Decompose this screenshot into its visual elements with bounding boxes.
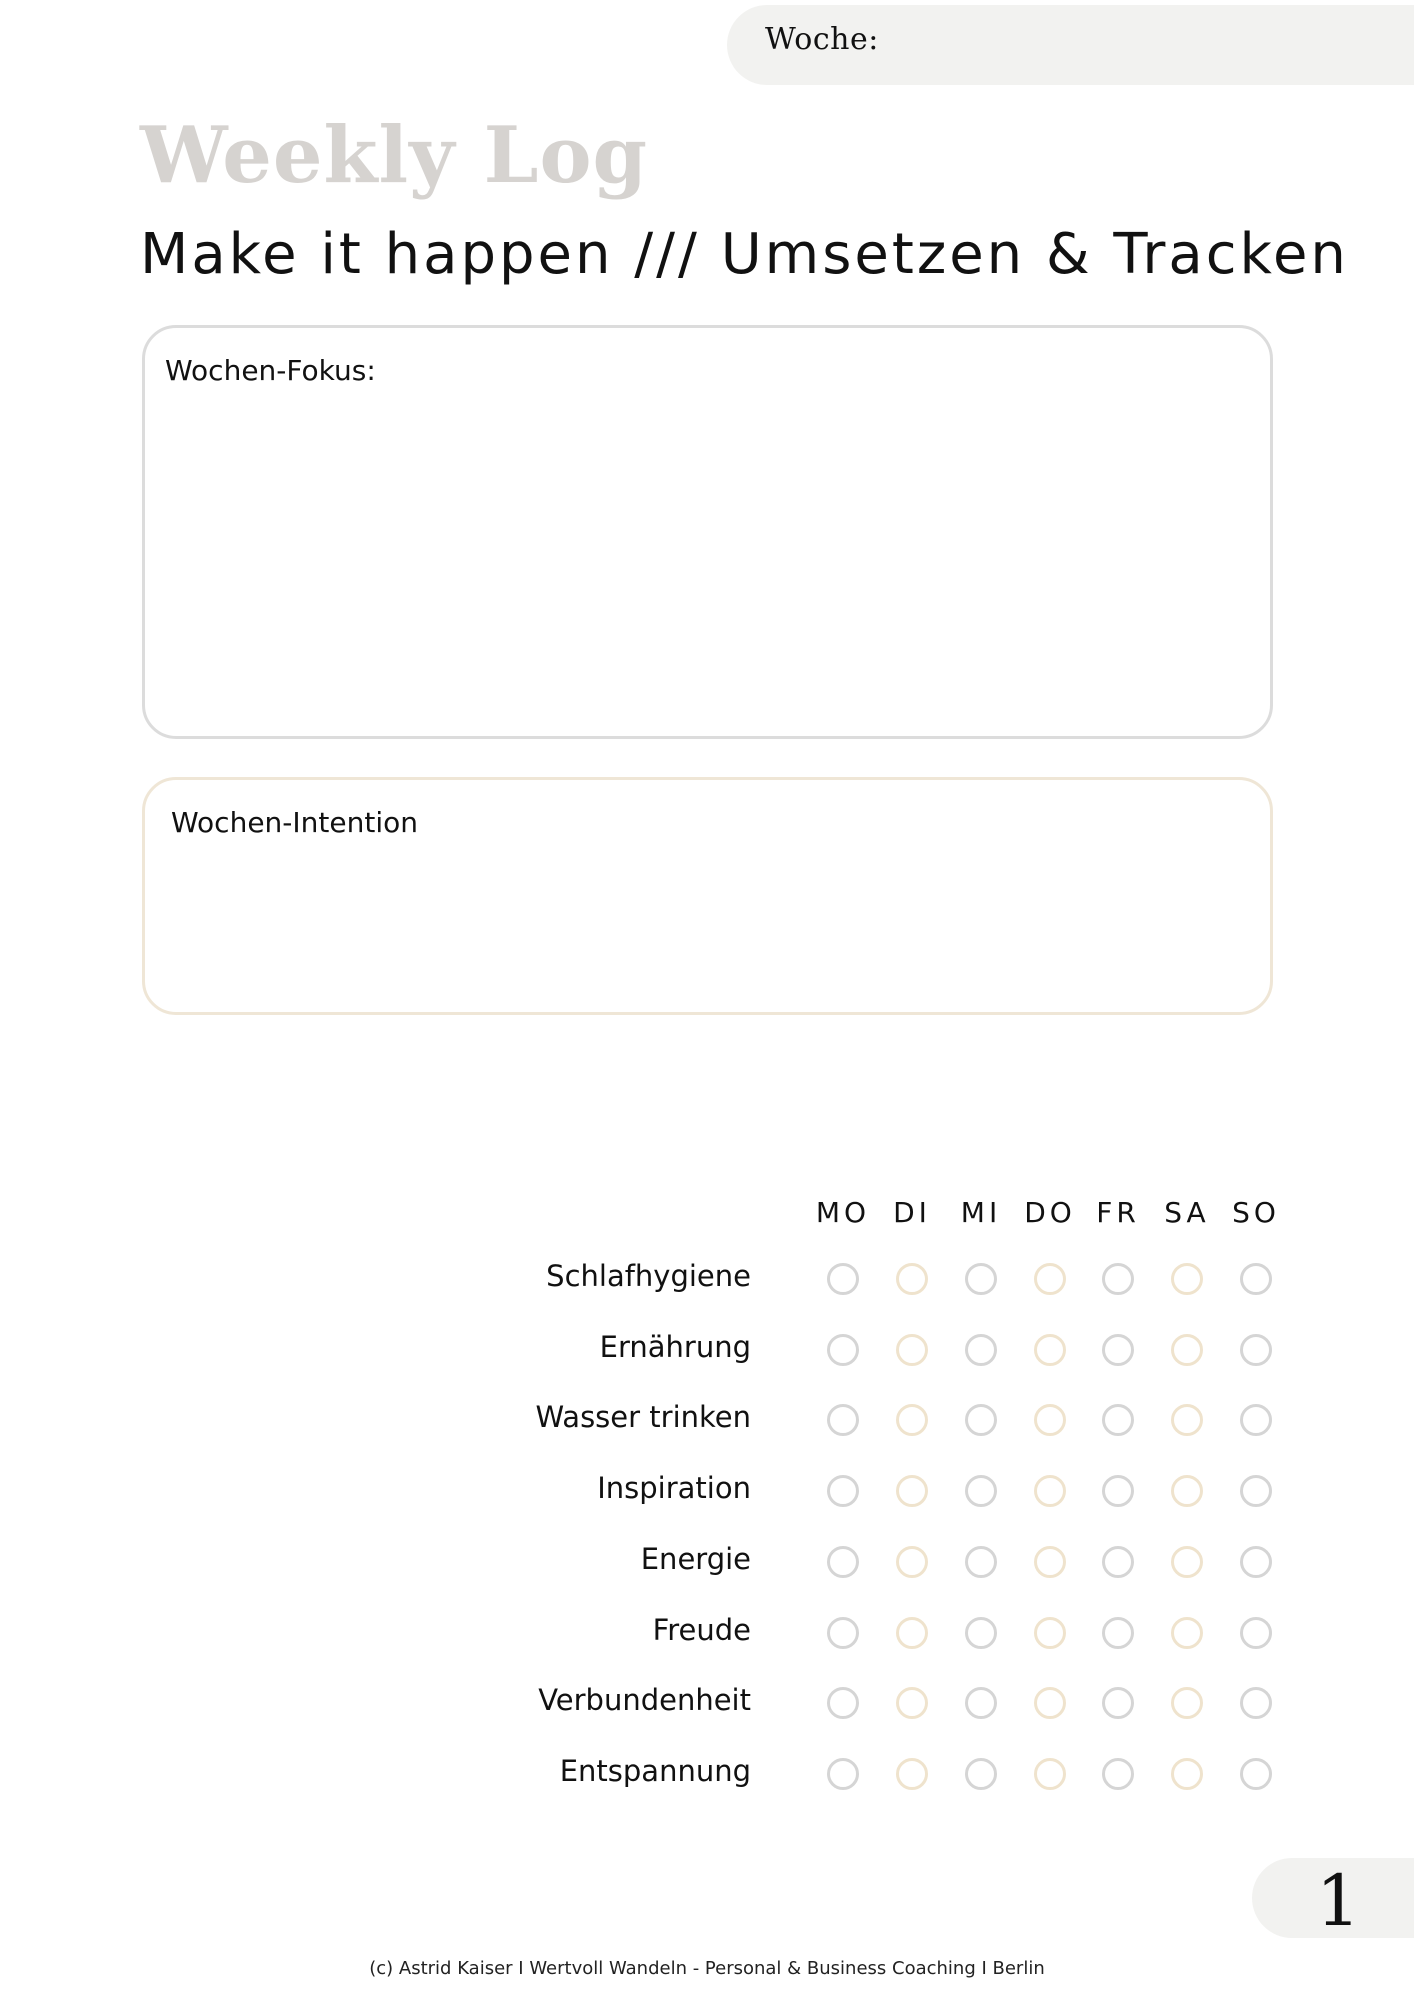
- habit-label: Schlafhygiene: [546, 1259, 751, 1293]
- habit-checkbox-di[interactable]: [896, 1758, 928, 1790]
- habit-checkbox-mi[interactable]: [965, 1546, 997, 1578]
- habit-checkbox-do[interactable]: [1034, 1334, 1066, 1366]
- habit-checkbox-do[interactable]: [1034, 1758, 1066, 1790]
- habit-checkbox-fr[interactable]: [1102, 1263, 1134, 1295]
- habit-checkbox-so[interactable]: [1240, 1687, 1272, 1719]
- habit-checkbox-do[interactable]: [1034, 1475, 1066, 1507]
- day-header-so: SO: [1232, 1196, 1280, 1229]
- habit-checkbox-mo[interactable]: [827, 1758, 859, 1790]
- habit-checkbox-fr[interactable]: [1102, 1546, 1134, 1578]
- habit-checkbox-sa[interactable]: [1171, 1617, 1203, 1649]
- habit-checkbox-mo[interactable]: [827, 1404, 859, 1436]
- habit-checkbox-mo[interactable]: [827, 1475, 859, 1507]
- habit-label: Freude: [652, 1612, 751, 1647]
- habit-checkbox-mo[interactable]: [827, 1334, 859, 1366]
- day-header-di: DI: [893, 1196, 931, 1229]
- habit-label: Ernährung: [599, 1329, 751, 1364]
- habit-checkbox-mi[interactable]: [965, 1475, 997, 1507]
- habit-label: Inspiration: [597, 1471, 751, 1506]
- day-header-mi: MI: [960, 1196, 1002, 1229]
- habit-checkbox-so[interactable]: [1240, 1758, 1272, 1790]
- habit-checkbox-di[interactable]: [896, 1546, 928, 1578]
- habit-checkbox-di[interactable]: [896, 1263, 928, 1295]
- habit-checkbox-so[interactable]: [1240, 1617, 1272, 1649]
- habit-checkbox-di[interactable]: [896, 1617, 928, 1649]
- habit-checkbox-so[interactable]: [1240, 1475, 1272, 1507]
- habit-checkbox-so[interactable]: [1240, 1546, 1272, 1578]
- habit-checkbox-sa[interactable]: [1171, 1546, 1203, 1578]
- habit-checkbox-di[interactable]: [896, 1475, 928, 1507]
- habit-checkbox-do[interactable]: [1034, 1617, 1066, 1649]
- habit-checkbox-mi[interactable]: [965, 1334, 997, 1366]
- habit-checkbox-fr[interactable]: [1102, 1334, 1134, 1366]
- habit-checkbox-mi[interactable]: [965, 1404, 997, 1436]
- habit-checkbox-do[interactable]: [1034, 1404, 1066, 1436]
- habit-checkbox-mi[interactable]: [965, 1617, 997, 1649]
- habit-checkbox-sa[interactable]: [1171, 1263, 1203, 1295]
- habit-checkbox-do[interactable]: [1034, 1687, 1066, 1719]
- habit-checkbox-mo[interactable]: [827, 1546, 859, 1578]
- habit-checkbox-mi[interactable]: [965, 1758, 997, 1790]
- habit-checkbox-sa[interactable]: [1171, 1687, 1203, 1719]
- habit-checkbox-fr[interactable]: [1102, 1404, 1134, 1436]
- day-header-fr: FR: [1096, 1196, 1140, 1229]
- habit-checkbox-sa[interactable]: [1171, 1404, 1203, 1436]
- habit-label: Entspannung: [559, 1753, 751, 1788]
- habit-checkbox-mi[interactable]: [965, 1263, 997, 1295]
- habit-checkbox-so[interactable]: [1240, 1263, 1272, 1295]
- page-title: Weekly Log: [140, 110, 649, 201]
- week-focus-label: Wochen-Fokus:: [165, 354, 376, 387]
- week-intention-box[interactable]: [142, 777, 1273, 1015]
- habit-checkbox-mo[interactable]: [827, 1687, 859, 1719]
- habit-checkbox-mi[interactable]: [965, 1687, 997, 1719]
- habit-checkbox-di[interactable]: [896, 1687, 928, 1719]
- habit-checkbox-do[interactable]: [1034, 1263, 1066, 1295]
- habit-checkbox-so[interactable]: [1240, 1334, 1272, 1366]
- habit-label: Wasser trinken: [535, 1400, 751, 1435]
- week-intention-label: Wochen-Intention: [171, 806, 418, 839]
- day-header-do: DO: [1024, 1196, 1076, 1229]
- habit-checkbox-do[interactable]: [1034, 1546, 1066, 1578]
- habit-label: Energie: [640, 1541, 751, 1576]
- habit-checkbox-mo[interactable]: [827, 1263, 859, 1295]
- habit-checkbox-fr[interactable]: [1102, 1758, 1134, 1790]
- habit-checkbox-fr[interactable]: [1102, 1475, 1134, 1507]
- page-number: 1: [1316, 1860, 1361, 1942]
- habit-checkbox-di[interactable]: [896, 1404, 928, 1436]
- habit-checkbox-sa[interactable]: [1171, 1475, 1203, 1507]
- week-label: Woche:: [765, 22, 879, 57]
- habit-checkbox-fr[interactable]: [1102, 1687, 1134, 1719]
- footer-copyright: (c) Astrid Kaiser I Wertvoll Wandeln - Personal & Business Coaching I Berlin: [369, 1958, 1045, 1979]
- habit-checkbox-sa[interactable]: [1171, 1758, 1203, 1790]
- day-header-mo: MO: [815, 1196, 871, 1229]
- habit-label: Verbundenheit: [538, 1683, 751, 1718]
- page-subtitle: Make it happen /// Umsetzen & Tracken: [140, 222, 1349, 287]
- habit-checkbox-fr[interactable]: [1102, 1617, 1134, 1649]
- habit-checkbox-di[interactable]: [896, 1334, 928, 1366]
- habit-checkbox-mo[interactable]: [827, 1617, 859, 1649]
- habit-checkbox-sa[interactable]: [1171, 1334, 1203, 1366]
- day-header-sa: SA: [1164, 1196, 1210, 1229]
- habit-checkbox-so[interactable]: [1240, 1404, 1272, 1436]
- week-focus-box[interactable]: [142, 325, 1273, 739]
